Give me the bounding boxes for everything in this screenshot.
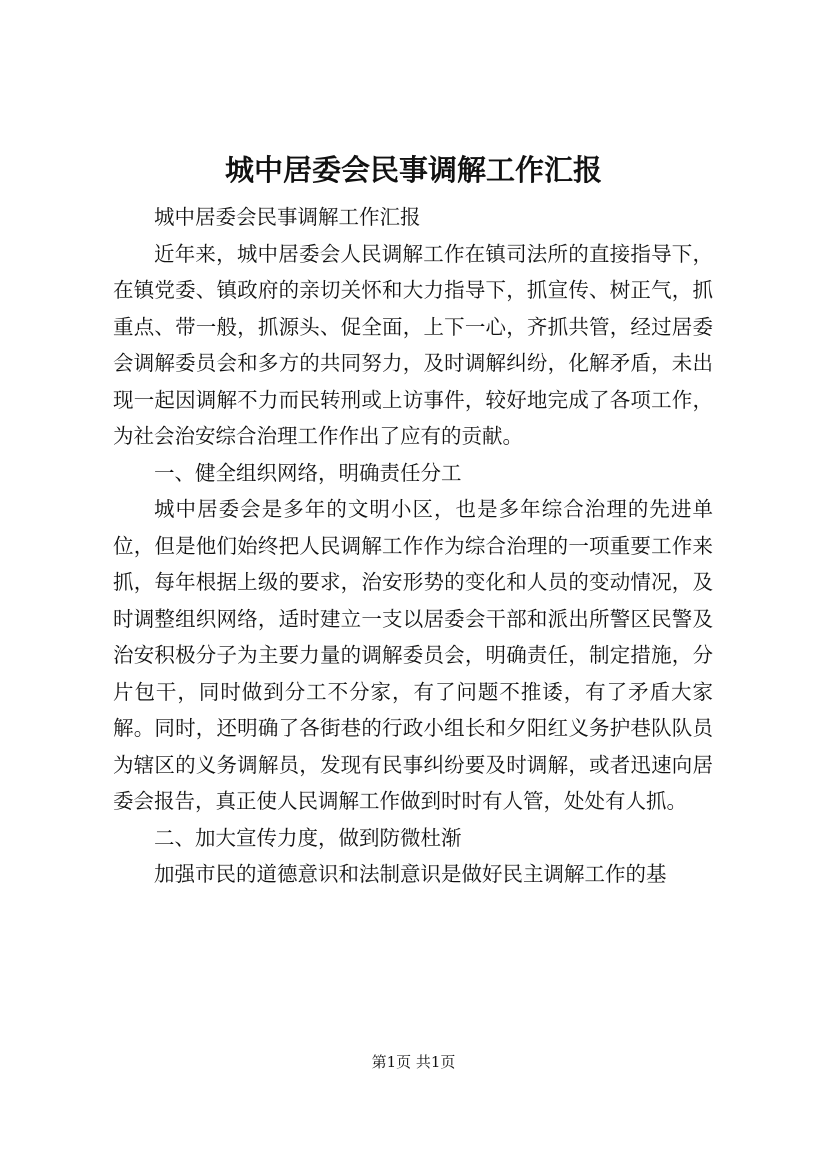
document-body [113, 199, 713, 893]
paragraph-subtitle: 城中居委会民事调解工作汇报 [154, 205, 421, 229]
page-footer: 第1页 共1页 [371, 1053, 456, 1071]
paragraph-intro: 近年来，城中居委会人民调解工作在镇司法所的直接指导下，在镇党委、镇政府的亲切关怀和大力指导下，抓宣传、树正气，抓重点、带一般，抓源头、促全面，上下一心，齐抓共管，经过居委会调解委员会和多方的共同努力，及时调解纠纷，化解矛盾，未出现一起因调解不力而民转刑或上访事件，较好地完成了各项工作，为社会治安综合治理工作作出了应有的贡献。 [113, 241, 713, 448]
document-title: 城中居委会民事调解工作汇报 [224, 153, 602, 187]
paragraph-section-2: 加强市民的道德意识和法制意识是做好民主调解工作的基 [154, 862, 667, 886]
paragraph-section-1: 城中居委会是多年的文明小区，也是多年综合治理的先进单位，但是他们始终把人民调解工作作为综合治理的一项重要工作来抓，每年根据上级的要求，治安形势的变化和人员的变动情况，及时调整组织网络，适时建立一支以居委会干部和派出所警区民警及治安积极分子为主要力量的调解委员会，明确责任，制定措施，分片包干，同时做到分工不分家，有了问题不推诿，有了矛盾大家解。同时，还明确了各街巷的行政小组长和夕阳红义务护巷队队员为辖区的义务调解员，发现有民事纠纷要及时调解，或者迅速向居委会报告，真正使人民调解工作做到时时有人管，处处有人抓。 [113, 497, 713, 813]
section-heading-2: 二、加大宣传力度，做到防微杜渐 [154, 825, 462, 850]
section-heading-1: 一、健全组织网络，明确责任分工 [154, 460, 462, 485]
